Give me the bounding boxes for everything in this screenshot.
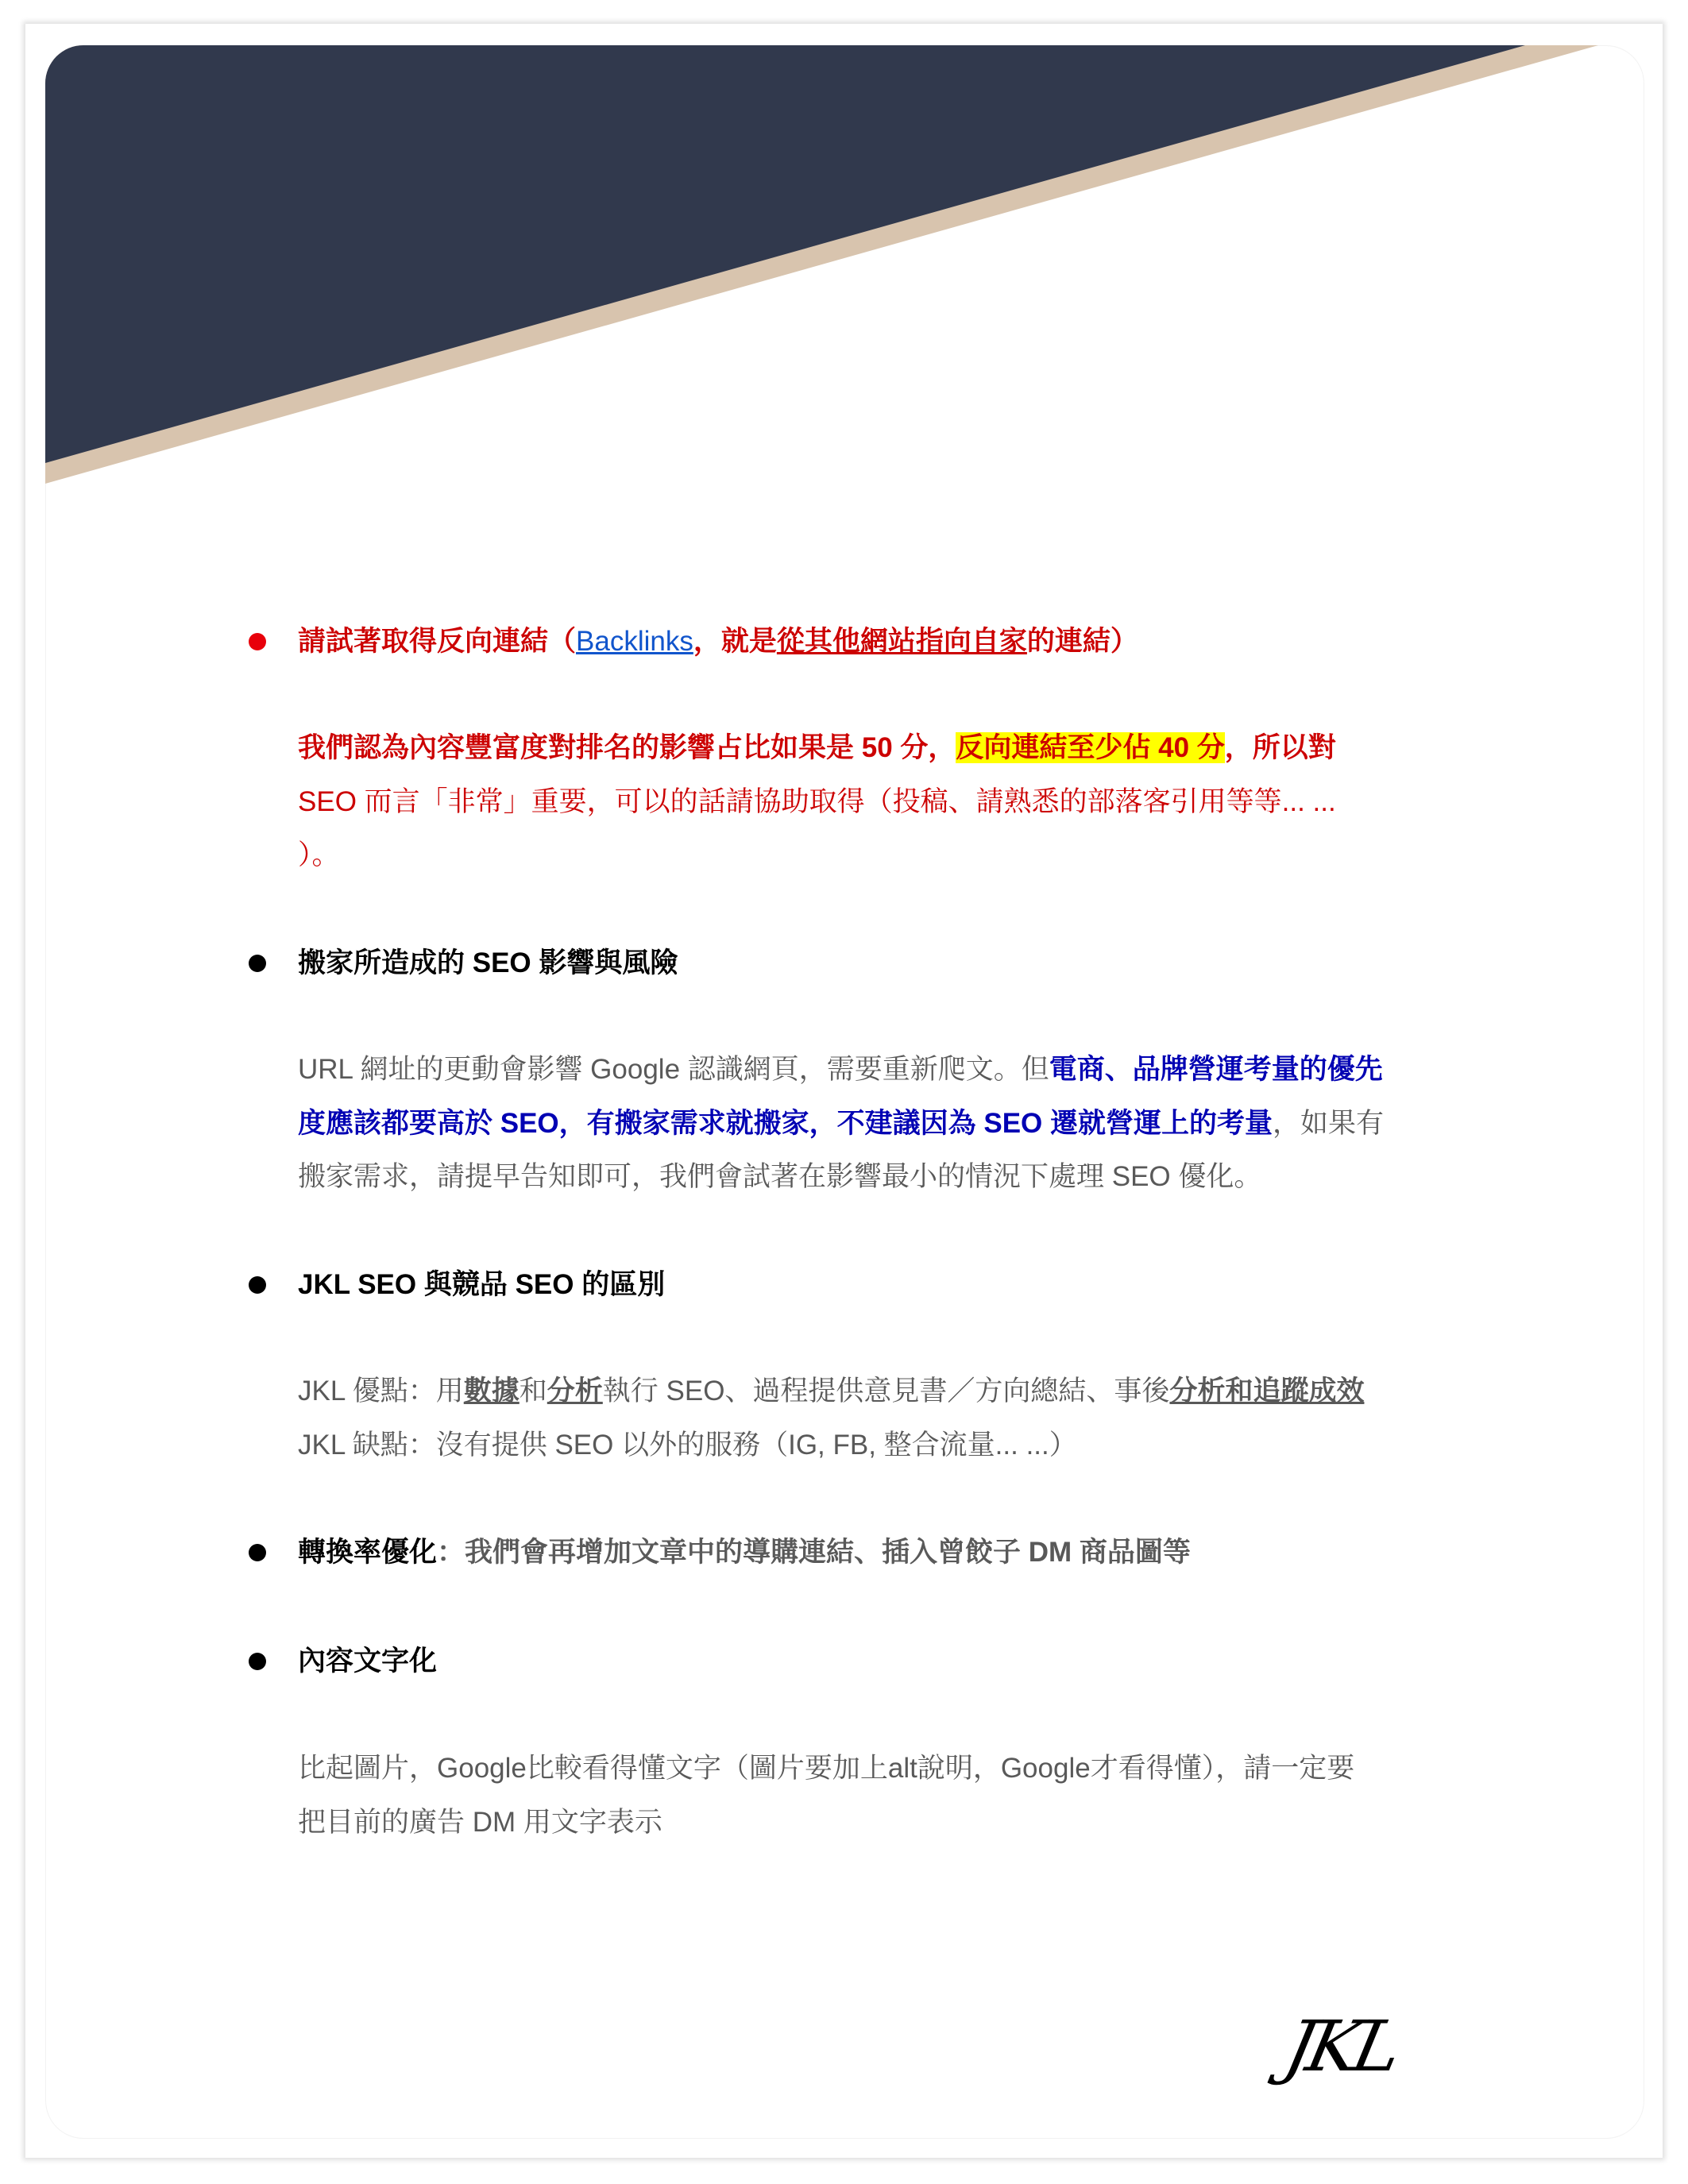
section-heading: 內容文字化 (298, 1646, 438, 1677)
section-heading: 搬家所造成的 SEO 影響與風險 (298, 947, 678, 978)
bullet-dot (249, 633, 266, 650)
jkl-signature-logo: JKL (1278, 2005, 1404, 2087)
section-heading: 請試著取得反向連結（Backlinks，就是從其他網站指向自家的連結） (298, 626, 1138, 657)
header-diagonal-banner (45, 45, 1644, 490)
bullet-dot (249, 955, 266, 972)
section-paragraph: URL 網址的更動會影響 Google 認識網頁，需要重新爬文。但電商、品牌營運考量的優先 度應該都要高於 SEO，有搬家需求就搬家，不建議因為 SEO 遷就營運上的考量，如果有 搬家需求，請提早告知即可，我們會試著在影響最小的情況下處理 SEO 優化。 (298, 1054, 1385, 1192)
section-heading: JKL SEO 與競品 SEO 的區別 (298, 1269, 666, 1300)
backlinks-link[interactable]: Backlinks (576, 626, 693, 657)
bullet-dot (249, 1653, 266, 1670)
section-paragraph: 我們認為內容豐富度對排名的影響占比如果是 50 分，反向連結至少佔 40 分，所以對 SEO 而言「非常」重要，可以的話請協助取得（投稿、請熟悉的部落客引用等等... ... ）。 (298, 732, 1336, 870)
cons-line: JKL 缺點：沒有提供 SEO 以外的服務（IG, FB, 整合流量... ...） (298, 1429, 1077, 1461)
bullet-dot (249, 1276, 266, 1294)
bullet-dot (249, 1544, 266, 1561)
section-paragraph (298, 1364, 1497, 1472)
pros-line: JKL 優點：用數據和分析執行 SEO、過程提供意見書／方向總結、事後分析和追蹤成效 (298, 1376, 1365, 1406)
section-heading: 轉換率優化：我們會再增加文章中的導購連結、插入曾餃子 DM 商品圖等 (298, 1537, 1191, 1568)
section-paragraph: 比起圖片，Google比較看得懂文字（圖片要加上alt說明，Google才看得懂），請一定要 把目前的廣告 DM 用文字表示 (298, 1753, 1355, 1838)
highlighted-text: 反向連結至少佔 40 分 (956, 732, 1225, 763)
